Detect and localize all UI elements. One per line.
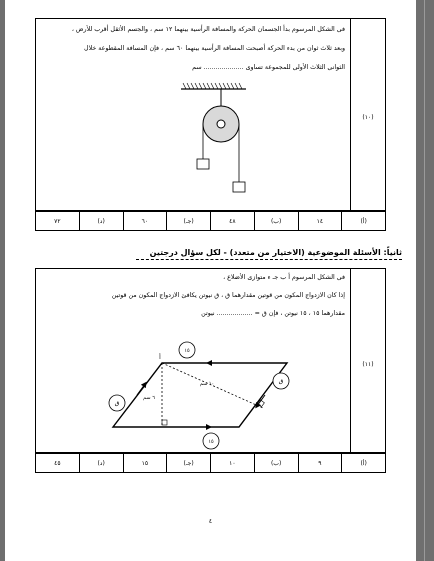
question-10-choices bbox=[35, 211, 386, 231]
choice-c-value[interactable]: ١٥ bbox=[123, 454, 167, 472]
question-10-box bbox=[35, 18, 386, 211]
force-15-top-label: ١٥ bbox=[184, 348, 190, 354]
choice-b-value[interactable]: ١٠ bbox=[210, 454, 254, 472]
question-11-line-1: فى الشكل المرسوم أ ب جـ ء متوازى الأضلاع ، bbox=[223, 274, 345, 281]
question-11-number: (١١) bbox=[362, 361, 374, 368]
choice-d-label: (د) bbox=[79, 212, 123, 230]
choice-b-value[interactable]: ٤٨ bbox=[210, 212, 254, 230]
section-heading: ثانياً: الأسئلة الموضوعية (الاختيار من متعدد) - لكل سؤال درجتين bbox=[149, 248, 402, 257]
viewer-scroll-edge bbox=[424, 0, 425, 561]
pulley-figure bbox=[151, 79, 271, 199]
vertex-a-label: أ bbox=[159, 354, 161, 361]
choice-b-label: (ب) bbox=[254, 212, 298, 230]
question-11-choices bbox=[35, 453, 386, 473]
choice-a-value[interactable]: ١٤ bbox=[298, 212, 342, 230]
choice-d-value[interactable]: ٤٥ bbox=[54, 459, 61, 467]
hanging-mass-left bbox=[197, 159, 209, 169]
section-heading-underline bbox=[136, 259, 402, 260]
question-11-line-2: إذا كان الازدواج المكون من قوتين مقدارهما ق ، ق نيوتن يكافئ الازدواج المكون من قوتين bbox=[111, 292, 345, 299]
force-q-right-label: ق bbox=[278, 378, 284, 385]
length-10-label: ١٠ سم bbox=[199, 381, 215, 387]
parallelogram-figure bbox=[91, 321, 321, 451]
choice-a-label: (أ) bbox=[341, 454, 385, 472]
question-10-line-3: الثوانى الثلاث الأولى للمجموعة تساوى .................... سم bbox=[192, 64, 345, 71]
choice-c-label: (جـ) bbox=[166, 454, 210, 472]
page-number: ٤ bbox=[208, 518, 213, 525]
question-10-line-1: فى الشكل المرسوم بدأ الجسمان الحركة والمسافة الرأسية بينهما ١٢ سم ، والجسم الأثقل أقرب للأرض ، bbox=[71, 26, 345, 33]
hanging-mass-right bbox=[233, 182, 245, 192]
choice-d-label: (د) bbox=[79, 454, 123, 472]
question-11-box bbox=[35, 268, 386, 453]
length-6-label: ٦ سم bbox=[143, 395, 155, 401]
choice-d-value[interactable]: ٧٢ bbox=[54, 217, 61, 225]
choice-c-label: (جـ) bbox=[166, 212, 210, 230]
question-11-line-3: مقدارهما ١٥ ، ١٥ نيوتن ، فإن ق = .................. نيوتن bbox=[201, 310, 345, 317]
force-15-bottom-label: ١٥ bbox=[208, 439, 214, 445]
choice-a-value[interactable]: ٩ bbox=[298, 454, 342, 472]
question-10-line-2: وبعد ثلاث ثوان من بدء الحركة أصبحت المسافة الرأسية بينهما ٦٠ سم ، فإن المسافة المقطوعة خلال bbox=[84, 45, 345, 52]
question-10-number: (١٠) bbox=[362, 114, 374, 121]
choice-a-label: (أ) bbox=[341, 212, 385, 230]
choice-c-value[interactable]: ٦٠ bbox=[123, 212, 167, 230]
force-q-left-label: ق bbox=[114, 400, 120, 407]
choice-b-label: (ب) bbox=[254, 454, 298, 472]
exam-page bbox=[5, 0, 416, 561]
